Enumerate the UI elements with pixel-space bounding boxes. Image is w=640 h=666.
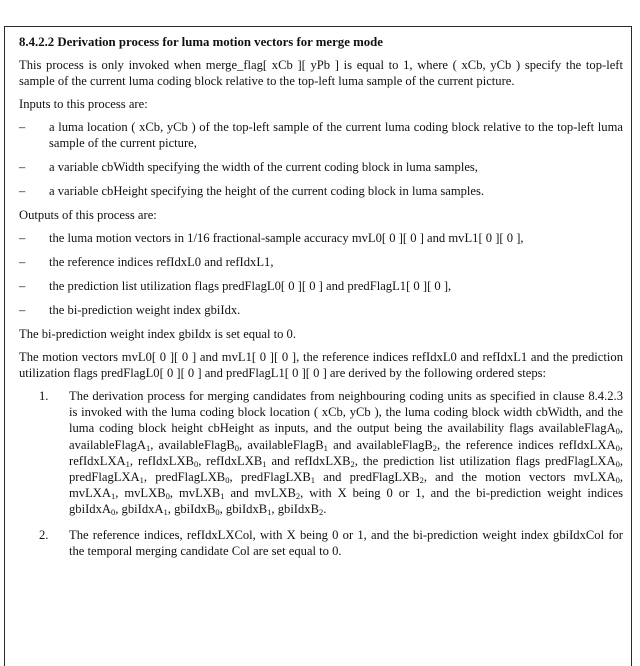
subscript-index: 2 — [351, 459, 355, 469]
subscript-index: 0 — [111, 507, 115, 517]
subscript-index: 0 — [616, 459, 620, 469]
list-item — [19, 254, 623, 270]
subscript-index: 0 — [166, 491, 170, 501]
subscript-index: 0 — [616, 443, 620, 453]
list-item — [19, 159, 623, 175]
dash-bullet: – — [19, 278, 49, 294]
input-item-text: a variable cbHeight specifying the height of the current coding block in luma samples. — [49, 183, 623, 199]
output-item-text: the luma motion vectors in 1/16 fractional-sample accuracy mvL0[ 0 ][ 0 ] and mvL1[ 0 ][ 0 ], — [49, 230, 623, 246]
input-item-text: a luma location ( xCb, yCb ) of the top-left sample of the current luma coding block relative to the top-left luma sample of the current picture, — [49, 119, 623, 151]
subscript-index: 1 — [111, 491, 115, 501]
step-number: 2. — [39, 527, 69, 559]
subscript-index: 0 — [194, 459, 198, 469]
step-number: 1. — [39, 388, 69, 518]
inputs-intro: Inputs to this process are: — [19, 96, 623, 112]
list-item — [19, 230, 623, 246]
gbi-statement: The bi-prediction weight index gbiIdx is set equal to 0. — [19, 326, 623, 342]
numbered-step — [19, 388, 623, 518]
derivation-intro: The motion vectors mvL0[ 0 ][ 0 ] and mvL1[ 0 ][ 0 ], the reference indices refIdxL0 and refIdxL1 and the prediction utilization flags predFlagL0[ 0 ][ 0 ] and predFlagL1[ 0 ][ 0 ] are derived by the following ordered steps: — [19, 349, 623, 381]
list-item — [19, 302, 623, 318]
subscript-index: 0 — [215, 507, 219, 517]
subscript-index: 2 — [296, 491, 300, 501]
input-item-text: a variable cbWidth specifying the width of the current coding block in luma samples, — [49, 159, 623, 175]
dash-bullet: – — [19, 254, 49, 270]
output-item-text: the reference indices refIdxL0 and refIdxL1, — [49, 254, 623, 270]
subscript-index: 0 — [235, 443, 239, 453]
subscript-index: 1 — [164, 507, 168, 517]
numbered-step — [19, 527, 623, 559]
subscript-index: 1 — [267, 507, 271, 517]
subscript-index: 1 — [126, 459, 130, 469]
list-item — [19, 183, 623, 199]
intro-paragraph: This process is only invoked when merge_flag[ xCb ][ yPb ] is equal to 1, where ( xCb, yCb ) specify the top-left sample of the current luma coding block relative to the top-left luma sample of the current picture. — [19, 57, 623, 89]
subscript-index: 1 — [324, 443, 328, 453]
subscript-index: 1 — [220, 491, 224, 501]
output-item-text: the bi-prediction weight index gbiIdx. — [49, 302, 623, 318]
subscript-index: 0 — [616, 475, 620, 485]
subscript-index: 0 — [225, 475, 229, 485]
document-body — [19, 34, 623, 568]
dash-bullet: – — [19, 230, 49, 246]
subscript-index: 2 — [433, 443, 437, 453]
list-item — [19, 278, 623, 294]
step-text: The derivation process for merging candidates from neighbouring coding units as specified in clause 8.4.2.3 is invoked with the luma coding block location ( xCb, yCb ), the luma coding block width cbWidth, and the luma coding block height cbHeight as inputs, and the output being the availability flags availableFlagA0, availableFlagA1, availableFlagB0, availableFlagB1 and availableFlagB2, the reference indices refIdxLXA0, refIdxLXA1, refIdxLXB0, refIdxLXB1 and refIdxLXB2, the prediction list utilization flags predFlagLXA0, predFlagLXA1, predFlagLXB0, predFlagLXB1 and predFlagLXB2, and the motion vectors mvLXA0, mvLXA1, mvLXB0, mvLXB1 and mvLXB2, with X being 0 or 1, and the bi-prediction weight indices gbiIdxA0, gbiIdxA1, gbiIdxB0, gbiIdxB1, gbiIdxB2. — [69, 388, 623, 518]
step-text: The reference indices, refIdxLXCol, with X being 0 or 1, and the bi-prediction weight index gbiIdxCol for the temporal merging candidate Col are set equal to 0. — [69, 527, 623, 559]
outputs-intro: Outputs of this process are: — [19, 207, 623, 223]
list-item — [19, 119, 623, 151]
dash-bullet: – — [19, 119, 49, 151]
output-item-text: the prediction list utilization flags predFlagL0[ 0 ][ 0 ] and predFlagL1[ 0 ][ 0 ], — [49, 278, 623, 294]
subscript-index: 0 — [616, 426, 620, 436]
dash-bullet: – — [19, 302, 49, 318]
subscript-index: 2 — [319, 507, 323, 517]
subscript-index: 2 — [420, 475, 424, 485]
subscript-index: 1 — [262, 459, 266, 469]
section-heading: 8.4.2.2 Derivation process for luma motion vectors for merge mode — [19, 34, 623, 50]
dash-bullet: – — [19, 159, 49, 175]
subscript-index: 1 — [146, 443, 150, 453]
subscript-index: 1 — [311, 475, 315, 485]
subscript-index: 1 — [140, 475, 144, 485]
dash-bullet: – — [19, 183, 49, 199]
